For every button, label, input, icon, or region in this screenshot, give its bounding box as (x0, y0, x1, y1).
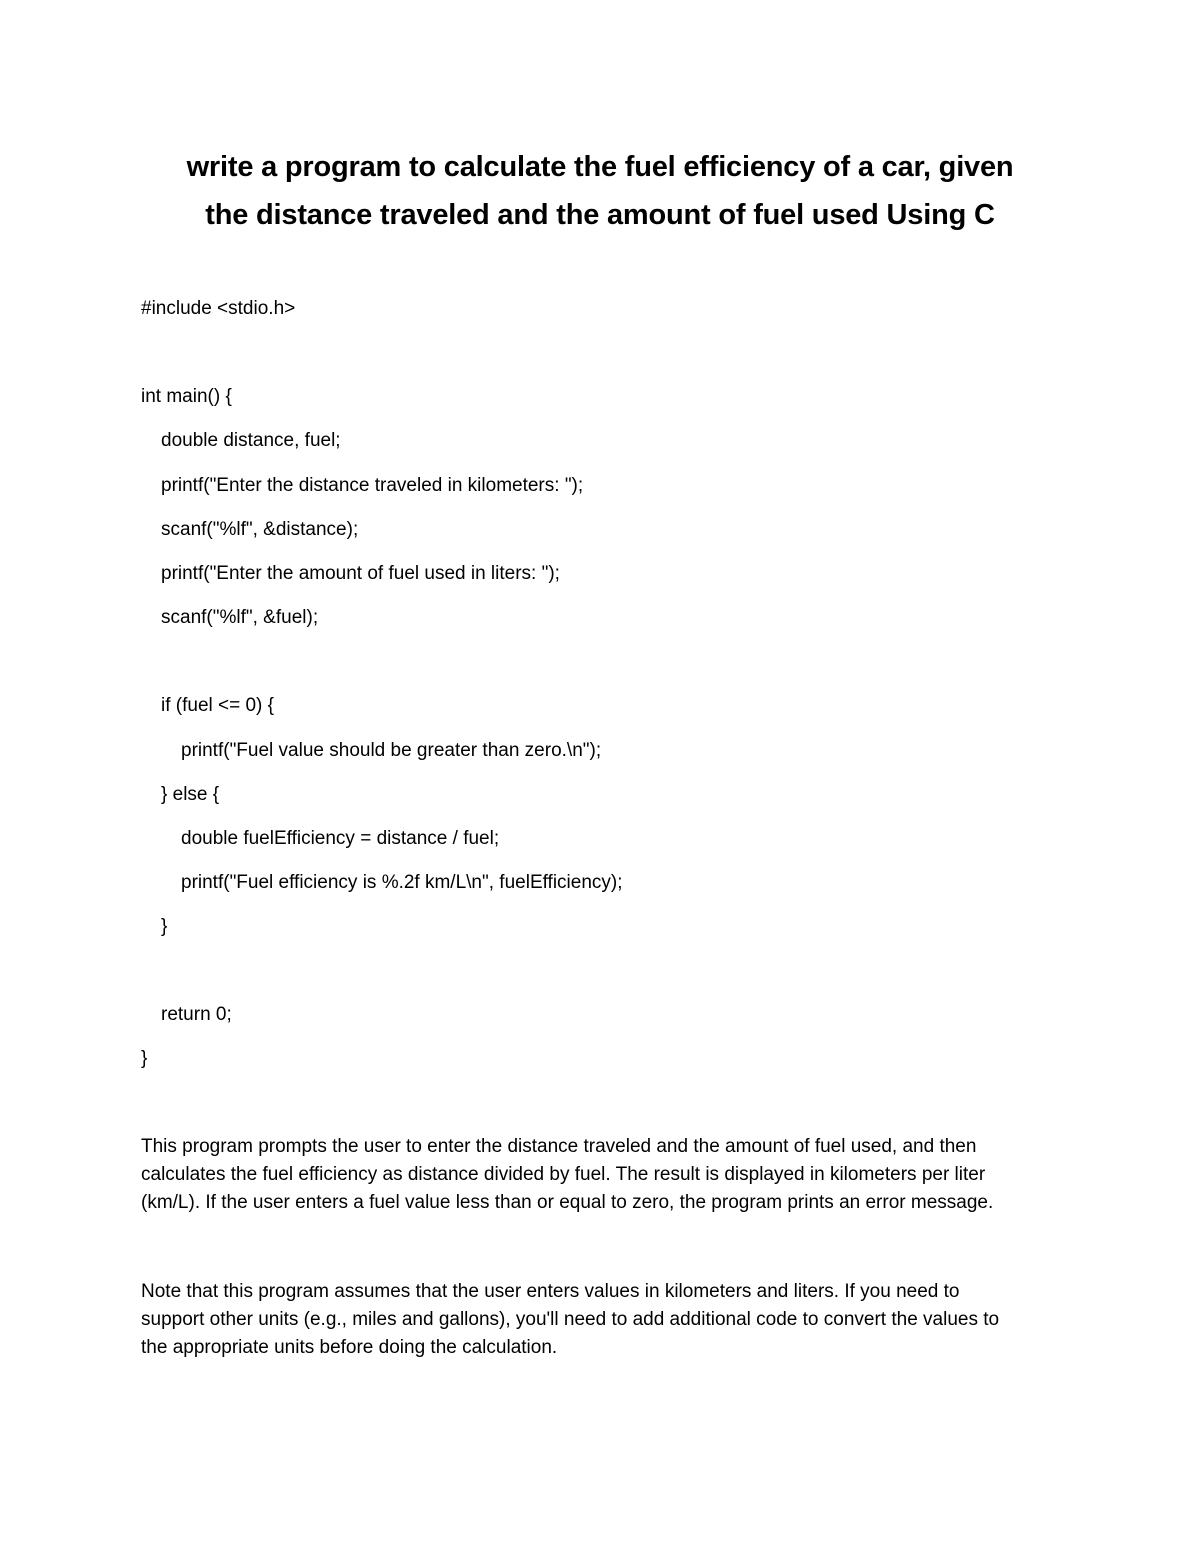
code-line-if: if (fuel <= 0) { (161, 695, 275, 716)
paragraph-line: the appropriate units before doing the calculation. (141, 1337, 558, 1358)
code-line-declare: double distance, fuel; (161, 430, 341, 451)
code-line-printf-error: printf("Fuel value should be greater than zero.\n"); (181, 740, 602, 761)
code-line-printf-result: printf("Fuel efficiency is %.2f km/L\n", fuelEfficiency); (181, 872, 623, 893)
code-line-return: return 0; (161, 1004, 232, 1025)
note-paragraph (141, 1278, 1081, 1362)
paragraph-line: (km/L). If the user enters a fuel value less than or equal to zero, the program prints an error message. (141, 1192, 994, 1213)
code-line-scanf-fuel: scanf("%lf", &fuel); (161, 607, 319, 628)
code-line-close-main: } (141, 1048, 148, 1069)
code-line-include: #include <stdio.h> (141, 298, 296, 319)
paragraph-line: support other units (e.g., miles and gallons), you'll need to add additional code to convert the values to (141, 1309, 1000, 1330)
code-line-else: } else { (161, 784, 220, 805)
title-line-2: the distance traveled and the amount of fuel used Using C (205, 199, 995, 231)
code-line-main: int main() { (141, 386, 232, 407)
title-line-1: write a program to calculate the fuel efficiency of a car, given (186, 151, 1014, 183)
code-line-printf-distance: printf("Enter the distance traveled in kilometers: "); (161, 475, 584, 496)
code-line-close-else: } (161, 916, 168, 937)
paragraph-line: calculates the fuel efficiency as distance divided by fuel. The result is displayed in kilometers per liter (141, 1164, 986, 1185)
document-title (100, 143, 1100, 239)
explanation-paragraph (141, 1133, 1081, 1217)
paragraph-line: Note that this program assumes that the user enters values in kilometers and liters. If you need to (141, 1281, 960, 1302)
code-line-compute: double fuelEfficiency = distance / fuel; (181, 828, 500, 849)
paragraph-line: This program prompts the user to enter the distance traveled and the amount of fuel used, and then (141, 1136, 977, 1157)
code-line-printf-fuel: printf("Enter the amount of fuel used in liters: "); (161, 563, 560, 584)
code-line-scanf-distance: scanf("%lf", &distance); (161, 519, 359, 540)
